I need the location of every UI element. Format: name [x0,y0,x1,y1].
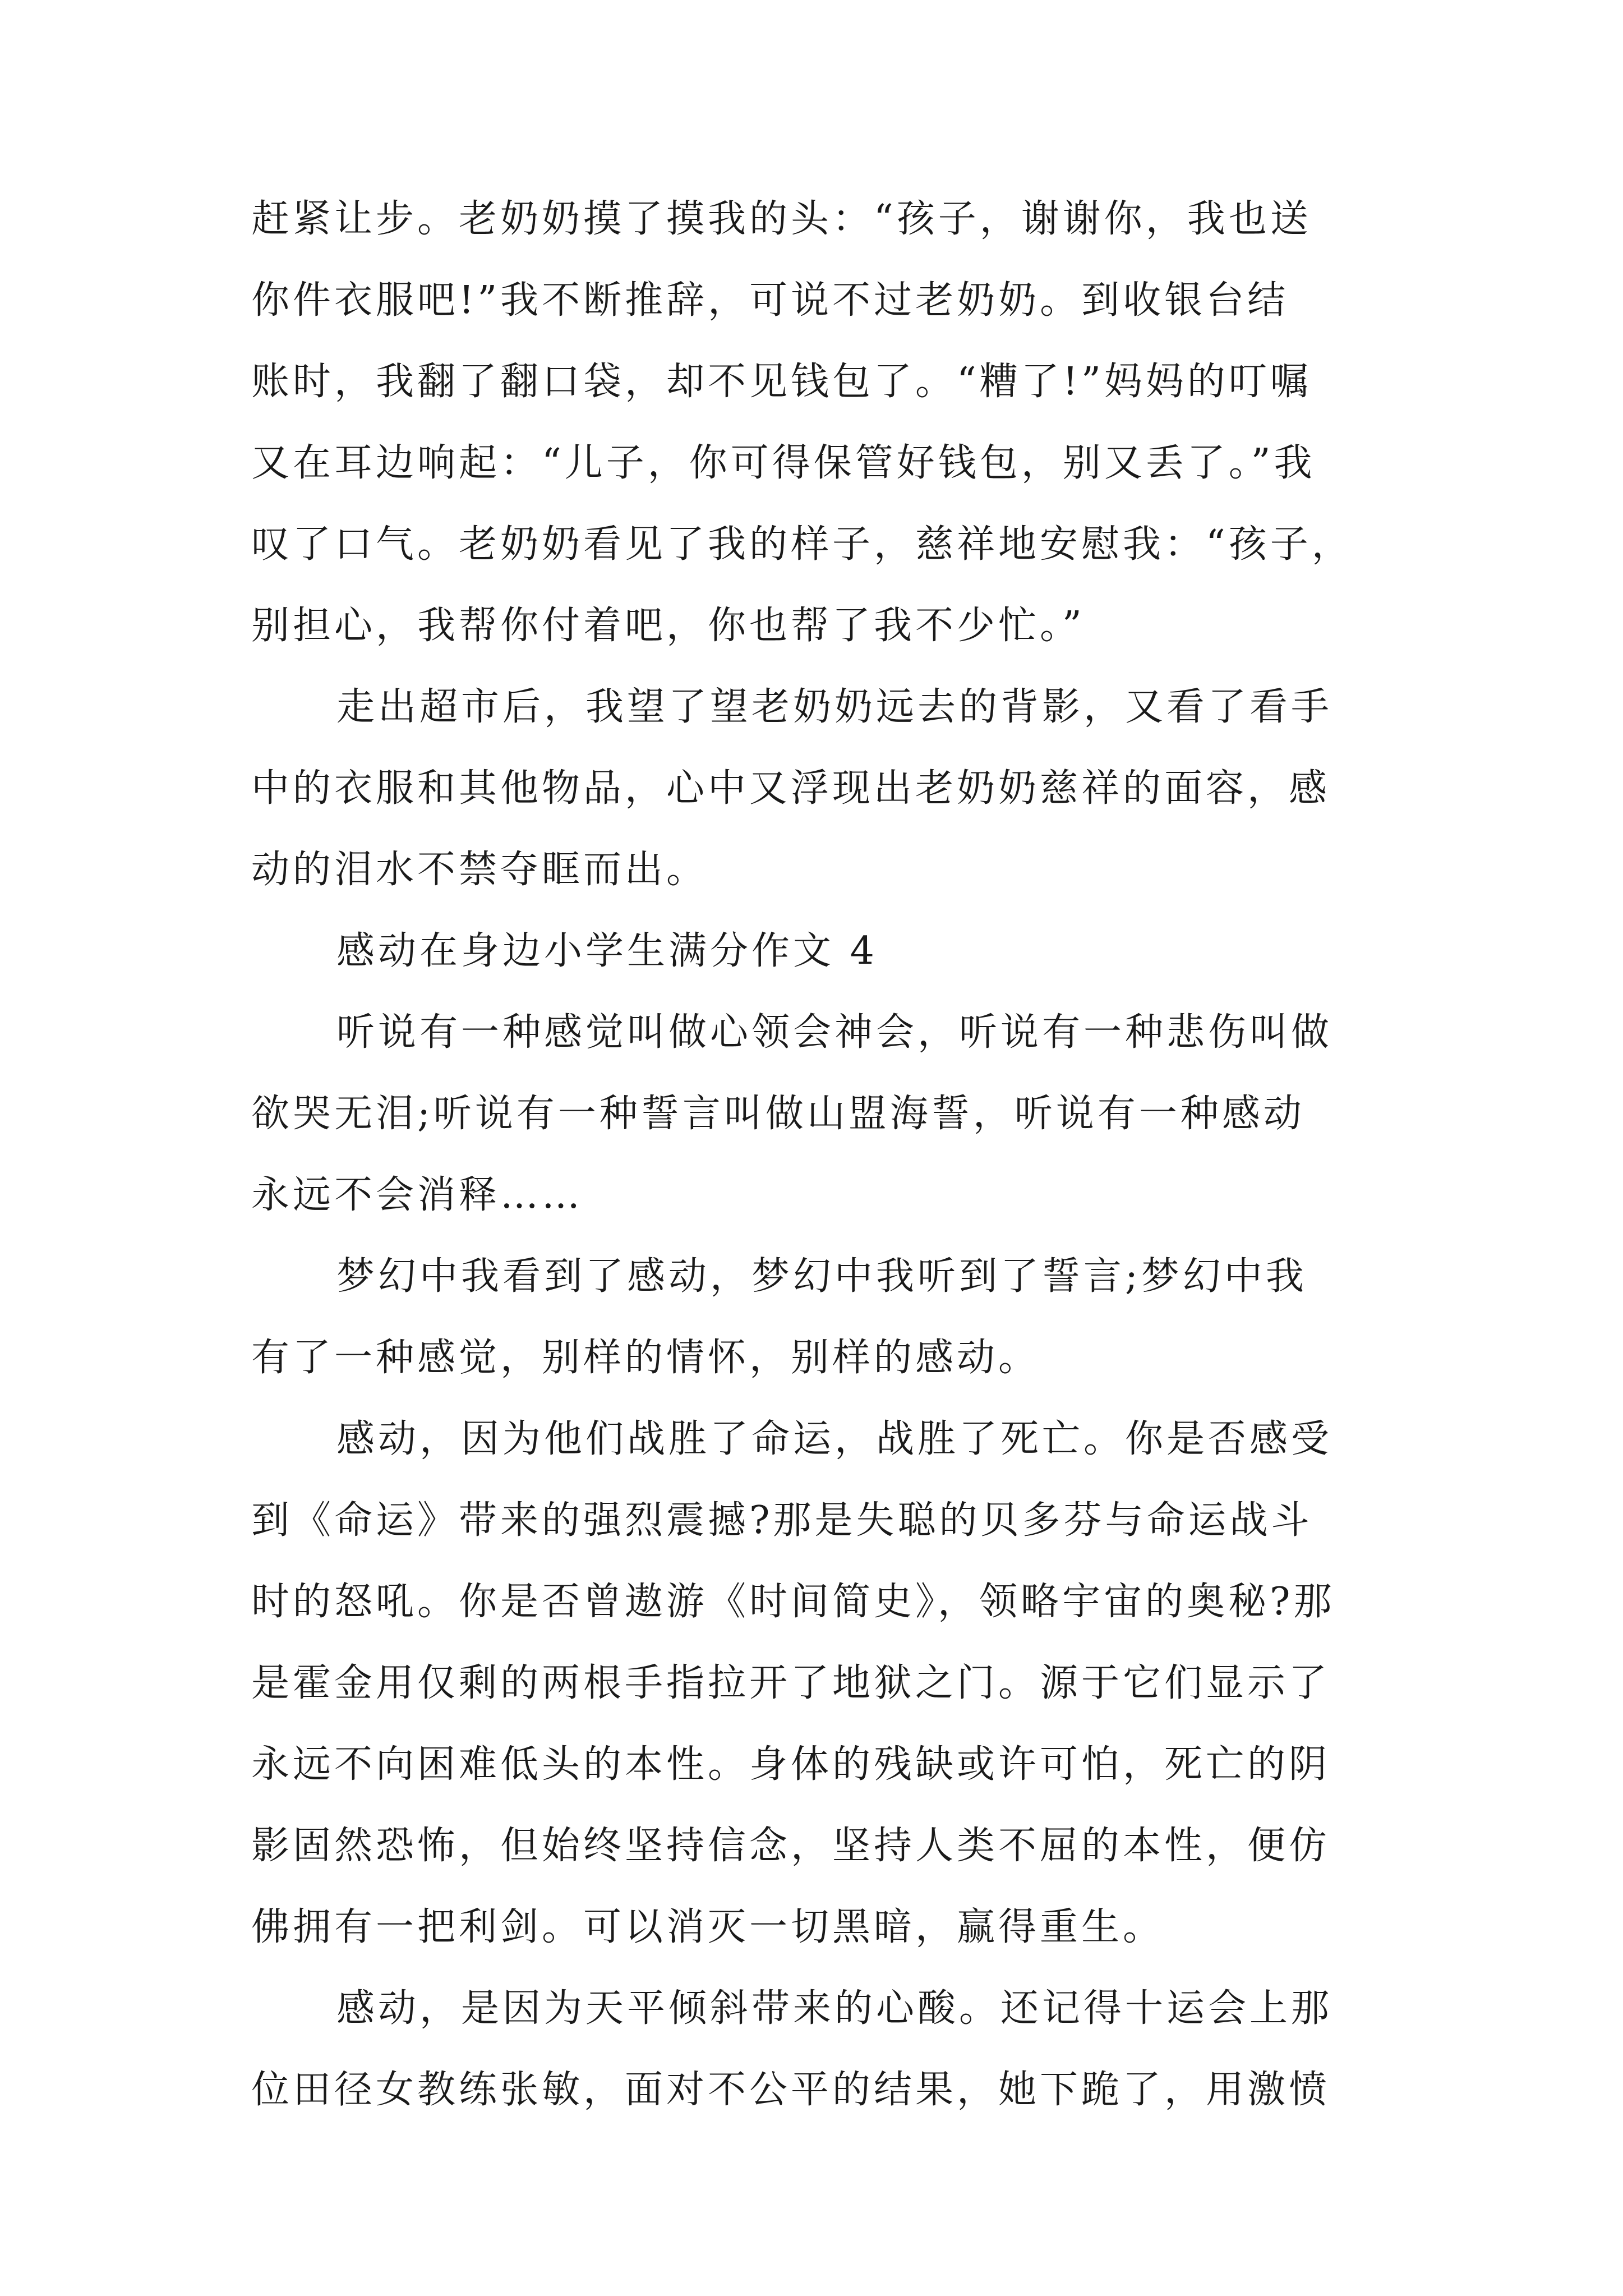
text-line: 永远不向困难低头的本性。身体的残缺或许可怕，死亡的阴 [251,1742,1331,1787]
text-line: 有了一种感觉，别样的情怀，别样的感动。 [251,1336,1040,1380]
paragraph-start-line: 感动，是因为天平倾斜带来的心酸。还记得十运会上那 [336,1986,1333,2031]
paragraph-start-line: 听说有一种感觉叫做心领会神会，听说有一种悲伤叫做 [336,1010,1333,1055]
text-line: 动的泪水不禁夺眶而出。 [251,848,708,892]
text-line: 又在耳边响起：“儿子，你可得保管好钱包，别又丢了。”我 [251,441,1316,485]
text-line: 中的衣服和其他物品，心中又浮现出老奶奶慈祥的面容，感 [251,766,1331,811]
text-line: 佛拥有一把利剑。可以消灭一切黑暗，赢得重生。 [251,1905,1165,1949]
document-body [251,178,1395,2131]
text-line: 影固然恐怖，但始终坚持信念，坚持人类不屈的本性，便仿 [251,1824,1331,1868]
text-line: 时的怒吼。你是否曾遨游《时间简史》，领略宇宙的奥秘?那 [251,1580,1335,1624]
text-line: 赶紧让步。老奶奶摸了摸我的头：“孩子，谢谢你，我也送 [251,197,1312,241]
section-heading: 感动在身边小学生满分作文 4 [336,929,878,973]
paragraph-start-line: 感动，因为他们战胜了命运，战胜了死亡。你是否感受 [336,1417,1333,1461]
text-line: 位田径女教练张敏，面对不公平的结果，她下跪了，用激愤 [251,2068,1331,2112]
text-line: 欲哭无泪;听说有一种誓言叫做山盟海誓，听说有一种感动 [251,1092,1305,1136]
text-line: 是霍金用仅剩的两根手指拉开了地狱之门。源于它们显示了 [251,1661,1331,1705]
text-line: 到《命运》带来的强烈震撼?那是失聪的贝多芬与命运战斗 [251,1498,1313,1543]
text-line: 叹了口气。老奶奶看见了我的样子，慈祥地安慰我：“孩子， [251,522,1353,567]
text-line: 你件衣服吧!”我不断推辞，可说不过老奶奶。到收银台结 [251,278,1289,323]
text-line: 账时，我翻了翻口袋，却不见钱包了。“糟了!”妈妈的叮嘱 [251,360,1312,404]
text-line: 别担心，我帮你付着吧，你也帮了我不少忙。” [251,604,1085,648]
paragraph-start-line: 梦幻中我看到了感动，梦幻中我听到了誓言;梦幻中我 [336,1254,1307,1299]
text-line: 永远不会消释…… [251,1173,584,1217]
paragraph-start-line: 走出超市后，我望了望老奶奶远去的背影，又看了看手 [336,685,1333,729]
